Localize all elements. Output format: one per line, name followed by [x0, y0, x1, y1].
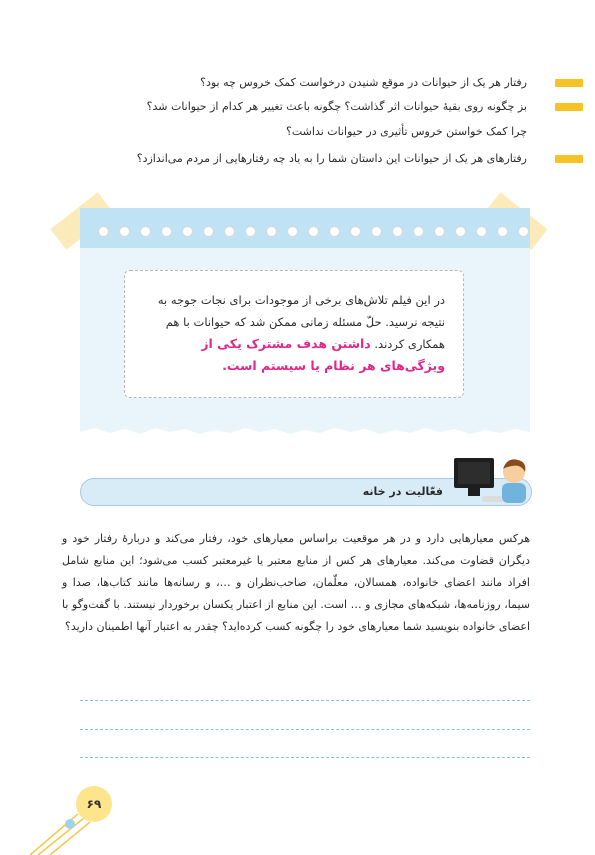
answer-line[interactable] — [80, 757, 530, 758]
note-box — [124, 270, 464, 398]
question-text: رفتارهای هر یک از حیوانات این داستان شما را به یاد چه رفتارهایی از مردم می‌اندازد؟ — [136, 152, 527, 165]
note-highlight: داشتن هدف مشترک یکی از ویژگی‌های هر نظام یا سیستم است. — [201, 336, 445, 373]
bullet-bar — [555, 103, 583, 111]
question-2 — [67, 99, 527, 115]
bullet-bar — [555, 155, 583, 163]
question-3 — [67, 124, 527, 140]
activity-title: فعّالیت در خانه — [362, 485, 443, 498]
question-text: بز چگونه روی بقیهٔ حیوانات اثر گذاشت؟ چگونه باعث تغییر هر کدام از حیوانات شد؟ — [146, 100, 527, 113]
torn-edge — [80, 426, 530, 440]
question-text: رفتار هر یک از حیوانات در موقع شنیدن درخواست کمک خروس چه بود؟ — [200, 76, 527, 89]
question-1 — [67, 75, 527, 91]
note-text — [139, 289, 445, 377]
student-computer-icon — [452, 452, 532, 510]
bullet-bar — [555, 79, 583, 87]
answer-line[interactable] — [80, 729, 530, 730]
binder-holes — [98, 226, 529, 237]
note-body: در این فیلم تلاش‌های برخی از موجودات برای نجات جوجه به نتیجه نرسید. حلّ مسئله زمانی ممکن شد که حیوانات با هم همکاری کردند. — [157, 293, 445, 351]
question-4 — [67, 151, 527, 167]
answer-line[interactable] — [80, 700, 530, 701]
question-text: چرا کمک خواستن خروس تأثیری در حیوانات نداشت؟ — [286, 125, 527, 138]
note-card-header — [80, 208, 530, 248]
page-number: ۶۹ — [76, 786, 112, 822]
note-card — [80, 208, 530, 440]
activity-paragraph: هرکس معیارهایی دارد و در هر موقعیت براساس معیارهای خود، رفتار می‌کند و دربارهٔ رفتار خود و دیگران قضاوت می‌کند. معیارهای هر کس از منابع معتبر یا غیرمعتبر کسب می‌شود؛ این منابع شامل افراد مانند اعضای خانواده، همسالان، معلّمان، صاحب‌نظران و …، و رسانه‌ها مانند کتاب‌ها، صدا و سیما، روزنامه‌ها، شبکه‌های مجازی و … است. این منابع از اعتبار یکسان برخوردار نیستند. با گفت‌وگو با اعضای خانواده بنویسید شما معیارهای خود را چگونه کسب کرده‌اید؟ چقدر به اعتبار آنها اطمینان دارید؟ — [62, 532, 530, 633]
